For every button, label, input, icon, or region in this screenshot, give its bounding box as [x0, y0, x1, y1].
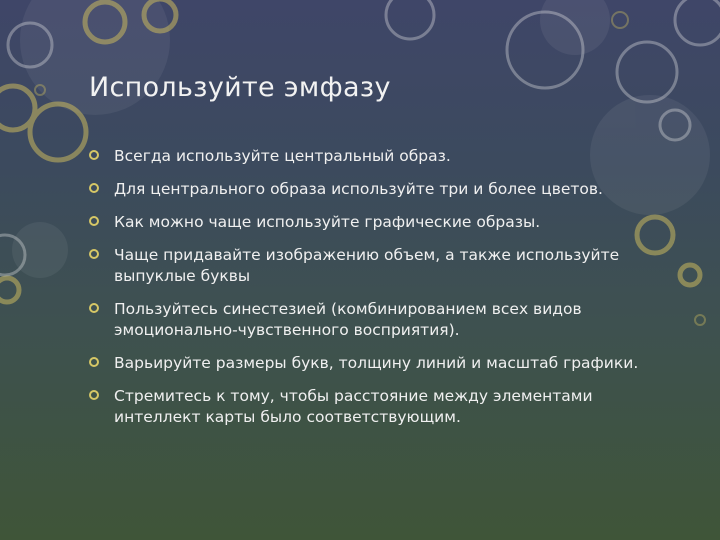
list-item	[88, 245, 648, 287]
ring-bullet-icon	[89, 357, 99, 367]
bullet-text: Как можно чаще используйте графические образы.	[114, 213, 541, 231]
list-item	[88, 212, 648, 233]
ring-bullet-icon	[89, 249, 99, 259]
ring-bullet-icon	[89, 150, 99, 160]
ring-bullet-icon	[89, 303, 99, 313]
bullet-list	[88, 146, 648, 440]
ring-bullet-icon	[89, 183, 99, 193]
ring-bullet-icon	[89, 216, 99, 226]
bullet-text: Пользуйтесь синестезией (комбинированием всех видов эмоционально-чувственного восприятия).	[114, 300, 582, 339]
list-item	[88, 386, 648, 428]
bullet-text: Стремитесь к тому, чтобы расстояние между элементами интеллект карты было соответствующим.	[114, 387, 593, 426]
bullet-text: Чаще придавайте изображению объем, а также используйте выпуклые буквы	[114, 246, 620, 285]
list-item	[88, 146, 648, 167]
list-item	[88, 179, 648, 200]
bullet-text: Всегда используйте центральный образ.	[114, 147, 451, 165]
list-item	[88, 353, 648, 374]
slide-title: Используйте эмфазу	[89, 72, 391, 103]
ring-bullet-icon	[89, 390, 99, 400]
bullet-text: Варьируйте размеры букв, толщину линий и масштаб графики.	[114, 354, 639, 372]
list-item	[88, 299, 648, 341]
bullet-text: Для центрального образа используйте три и более цветов.	[114, 180, 603, 198]
